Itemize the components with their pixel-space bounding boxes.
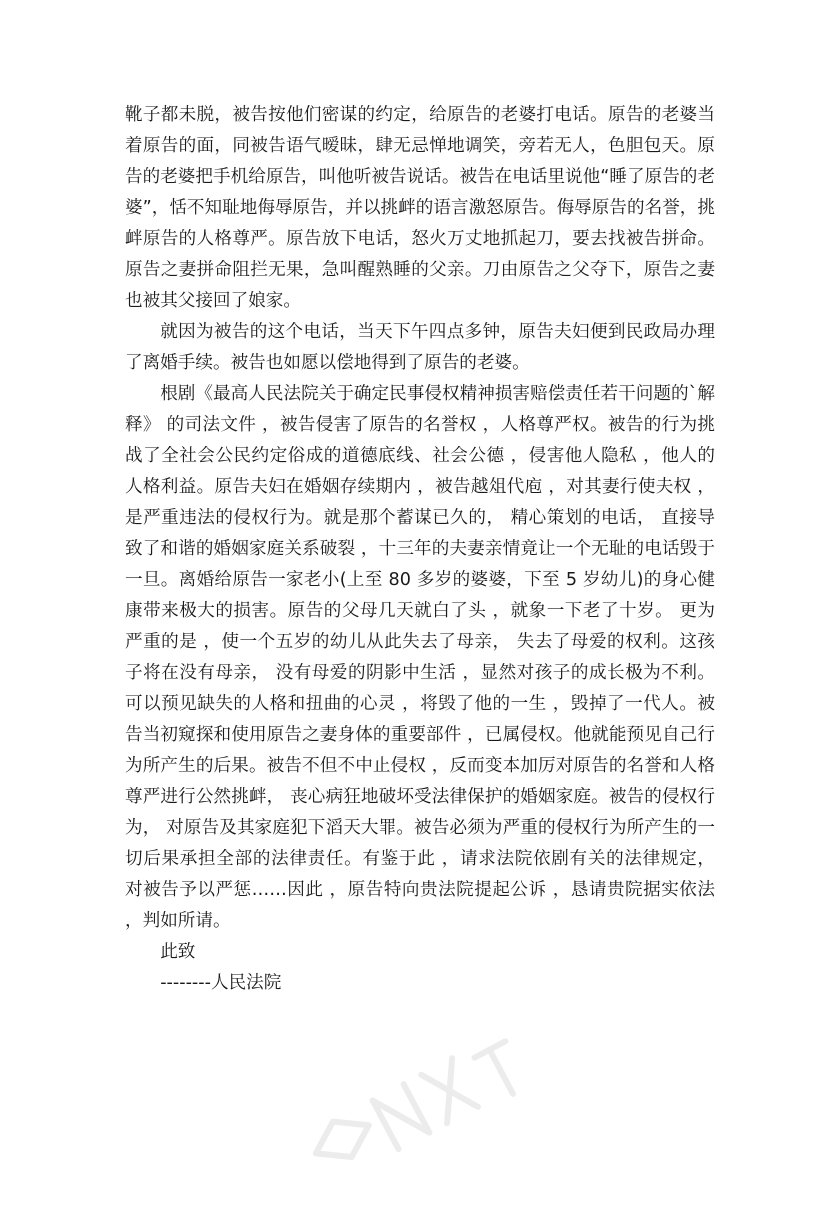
closing-salutation: 此致	[160, 942, 196, 962]
paragraph-2: 就因为被告的这个电话，当天下午四点多钟，原告夫妇便到民政局办理了离婚手续。被告也如愿以偿地得到了原告的老婆。	[125, 322, 715, 373]
document-body	[125, 100, 715, 999]
addressee-court: --------人民法院	[160, 973, 282, 993]
paragraph-1: 靴子都未脱，被告按他们密谋的约定，给原告的老婆打电话。原告的老婆当着原告的面，同被告语气暧昧，肆无忌惮地调笑，旁若无人，色胆包天。原告的老婆把手机给原告，叫他听被告说话。被告在电话里说他“睡了原告的老婆”，恬不知耻地侮辱原告，并以挑衅的语言激怒原告。侮辱原告的名誉，挑衅原告的人格尊严。原告放下电话，怒火万丈地抓起刀，要去找被告拼命。原告之妻拼命阻拦无果，急叫醒熟睡的父亲。刀由原告之父夺下，原告之妻也被其父接回了娘家。	[125, 105, 715, 311]
watermark-logo-icon	[288, 1010, 552, 1220]
paragraph-3: 根剧《最高人民法院关于确定民事侵权精神损害赔偿责任若干问题的`解释》 的司法文件 ，被告侵害了原告的名誉权 ，人格尊严权。被告的行为挑战了全社会公民约定俗成的道德底线、社会公德 ，侵害他人隐私 ，他人的人格利益。原告夫妇在婚姻存续期内 ，被告越俎代庖 ，对其妻行使夫权 ，是严重违法的侵权行为。就是那个蓄谋已久的， 精心策划的电话， 直接导致了和谐的婚姻家庭关系破裂 ，十三年的夫妻亲情竟让一个无耻的电话毁于一旦。离婚给原告一家老小(上至 80 多岁的婆婆，下至 5 岁幼儿)的身心健康带来极大的损害。原告的父母几天就白了头 ，就象一下老了十岁。 更为严重的是 ，使一个五岁的幼儿从此失去了母亲， 失去了母爱的权利。这孩子将在没有母亲， 没有母爱的阴影中生活 ，显然对孩子的成长极为不利。 可以预见缺失的人格和扭曲的心灵 ，将毁了他的一生 ，毁掉了一代人。被告当初窥探和使用原告之妻身体的重要部件 ，已属侵权。他就能预见自己行为所产生的后果。被告不但不中止侵权 ，反而变本加厉对原告的名誉和人格尊严进行公然挑衅， 丧心病狂地破坏受法律保护的婚姻家庭。被告的侵权行为， 对原告及其家庭犯下滔天大罪。被告必须为严重的侵权行为所产生的一切后果承担全部的法律责任。有鉴于此 ，请求法院依剧有关的法律规定， 对被告予以严惩……因此 ，原告特向贵法院提起公诉 ，恳请贵院据实依法 ，判如所请。	[125, 384, 715, 931]
